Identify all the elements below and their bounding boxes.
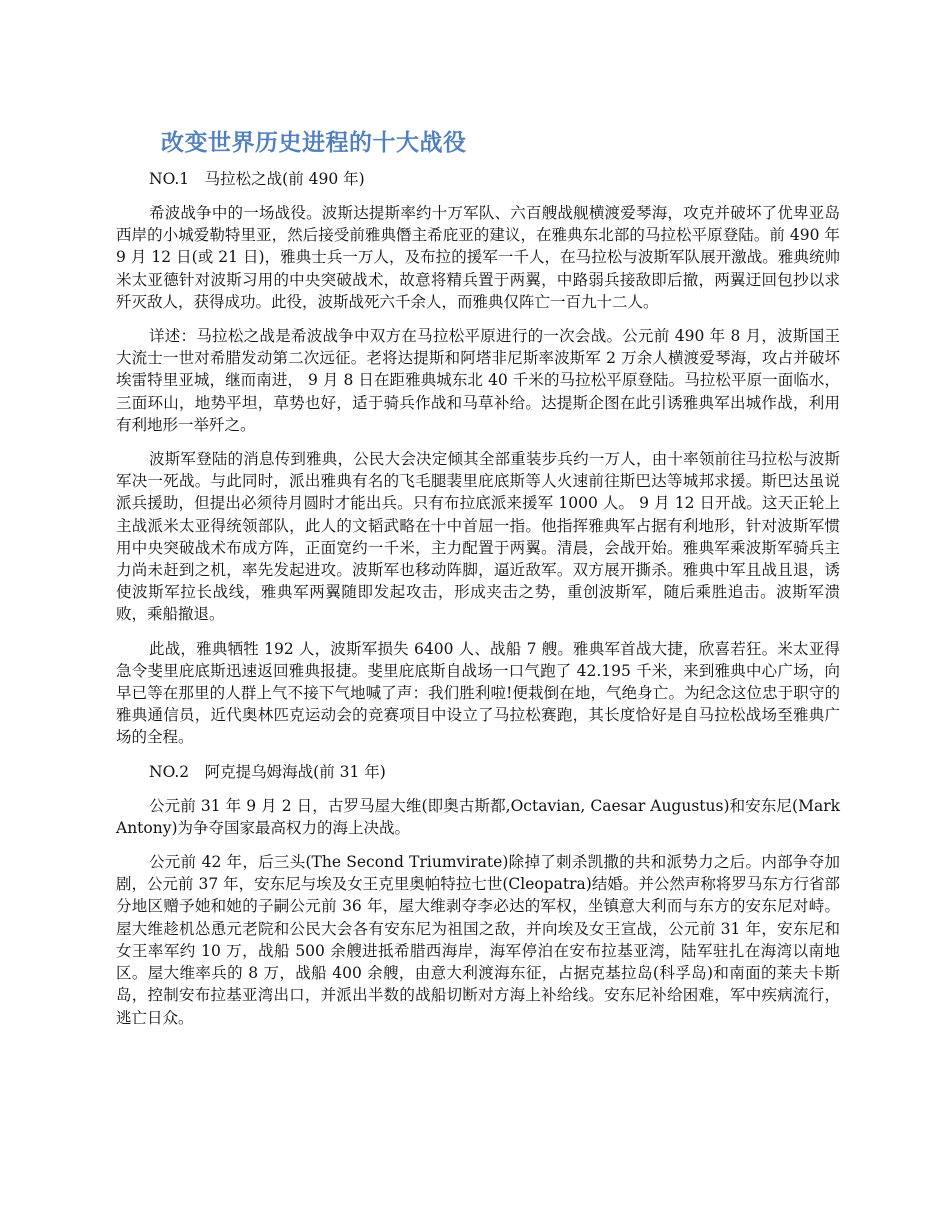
document-page (116, 118, 840, 1041)
paragraph: 希波战争中的一场战役。波斯达提斯率约十万军队、六百艘战舰横渡爱琴海，攻克并破坏了优卑亚岛西岸的小城爱勒特里亚，然后接受前雅典僭主希庇亚的建议，在雅典东北部的马拉松平原登陆。前 490 年 9 月 12 日(或 21 日)，雅典士兵一万人，及布拉的援军一千人，在马拉松与波斯军队展开激战。雅典统帅米太亚德针对波斯习用的中央突破战术，故意将精兵置于两翼，中路弱兵接敌即后撤，两翼迂回包抄以求歼灭敌人，获得成功。此役，波斯战死六千余人，而雅典仅阵亡一百九十二人。 (116, 204, 840, 311)
paragraph: 波斯军登陆的消息传到雅典，公民大会决定倾其全部重装步兵约一万人，由十率领前往马拉松与波斯军决一死战。与此同时，派出雅典有名的飞毛腿裴里庇底斯等人火速前往斯巴达等城邦求援。斯巴达虽说派兵援助，但提出必须待月圆时才能出兵。只有布拉底派来援军 1000 人。 9 月 12 日开战。这天正轮上主战派米太亚得统领部队，此人的文韬武略在十中首屈一指。他指挥雅典军占据有利地形，针对波斯军惯用中央突破战术布成方阵，正面宽约一千米，主力配置于两翼。清晨，会战开始。雅典军乘波斯军骑兵主力尚未赶到之机，率先发起进攻。波斯军也移动阵脚，逼近敌军。双方展开撕杀。雅典中军且战且退，诱使波斯军拉长战线，雅典军两翼随即发起攻击，形成夹击之势，重创波斯军，随后乘胜追击。波斯军溃败，乘船撤退。 (116, 450, 840, 624)
document-title: 改变世界历史进程的十大战役 (161, 130, 467, 156)
section-heading: NO.2 阿克提乌姆海战(前 31 年) (149, 762, 386, 781)
section-actium (116, 761, 840, 1029)
section-heading: NO.1 马拉松之战(前 490 年) (149, 170, 365, 188)
paragraph: 详述：马拉松之战是希波战争中双方在马拉松平原进行的一次会战。公元前 490 年 8 月，波斯国王大流士一世对希腊发动第二次远征。老将达提斯和阿塔非尼斯率波斯军 2 万余人横渡爱琴海，攻占并破坏埃雷特里亚城，继而南进， 9 月 8 日在距雅典城东北 40 千米的马拉松平原登陆。马拉松平原一面临水，三面环山，地势平坦，草势也好，适于骑兵作战和马草补给。达提斯企图在此引诱雅典军出城作战，利用有利地形一举歼之。 (116, 327, 840, 434)
paragraph: 公元前 42 年，后三头(The Second Triumvirate)除掉了刺杀凯撒的共和派势力之后。内部争夺加剧，公元前 37 年，安东尼与埃及女王克里奥帕特拉七世(Cleopatra)结婚。并公然声称将罗马东方行省部分地区赠予她和她的子嗣公元前 36 年，屋大维剥夺李必达的军权，坐镇意大利而与东方的安东尼对峙。屋大维趁机怂恿元老院和公民大会各有安东尼为祖国之敌，并向埃及女王宣战，公元前 31 年，安东尼和女王率军约 10 万，战船 500 余艘进抵希腊西海岸，海军停泊在安布拉基亚湾，陆军驻扎在海湾以南地区。屋大维率兵的 8 万，战船 400 余艘，由意大利渡海东征，占据克基拉岛(科孚岛)和南面的莱夫卡斯岛，控制安布拉基亚湾出口，并派出半数的战船切断对方海上补给线。安东尼补给困难，军中疾病流行，逃亡日众。 (116, 853, 840, 1027)
paragraph: 公元前 31 年 9 月 2 日，古罗马屋大维(即奥古斯都,Octavian, Caesar Augustus)和安东尼(Mark Antony)为争夺国家最高权力的海上决战。 (116, 796, 840, 837)
paragraph: 此战，雅典牺牲 192 人，波斯军损失 6400 人、战船 7 艘。雅典军首战大捷，欣喜若狂。米太亚得急令斐里庇底斯迅速返回雅典报捷。斐里庇底斯自战场一口气跑了 42.195 千米，来到雅典中心广场，向早已等在那里的人群上气不接下气地喊了声：我们胜利啦!便栽倒在地，气绝身亡。为纪念这位忠于职守的雅典通信员，近代奥林匹克运动会的竞赛项目中设立了马拉松赛跑，其长度恰好是自马拉松战场至雅典广场的全程。 (116, 639, 840, 747)
section-marathon (116, 168, 840, 749)
